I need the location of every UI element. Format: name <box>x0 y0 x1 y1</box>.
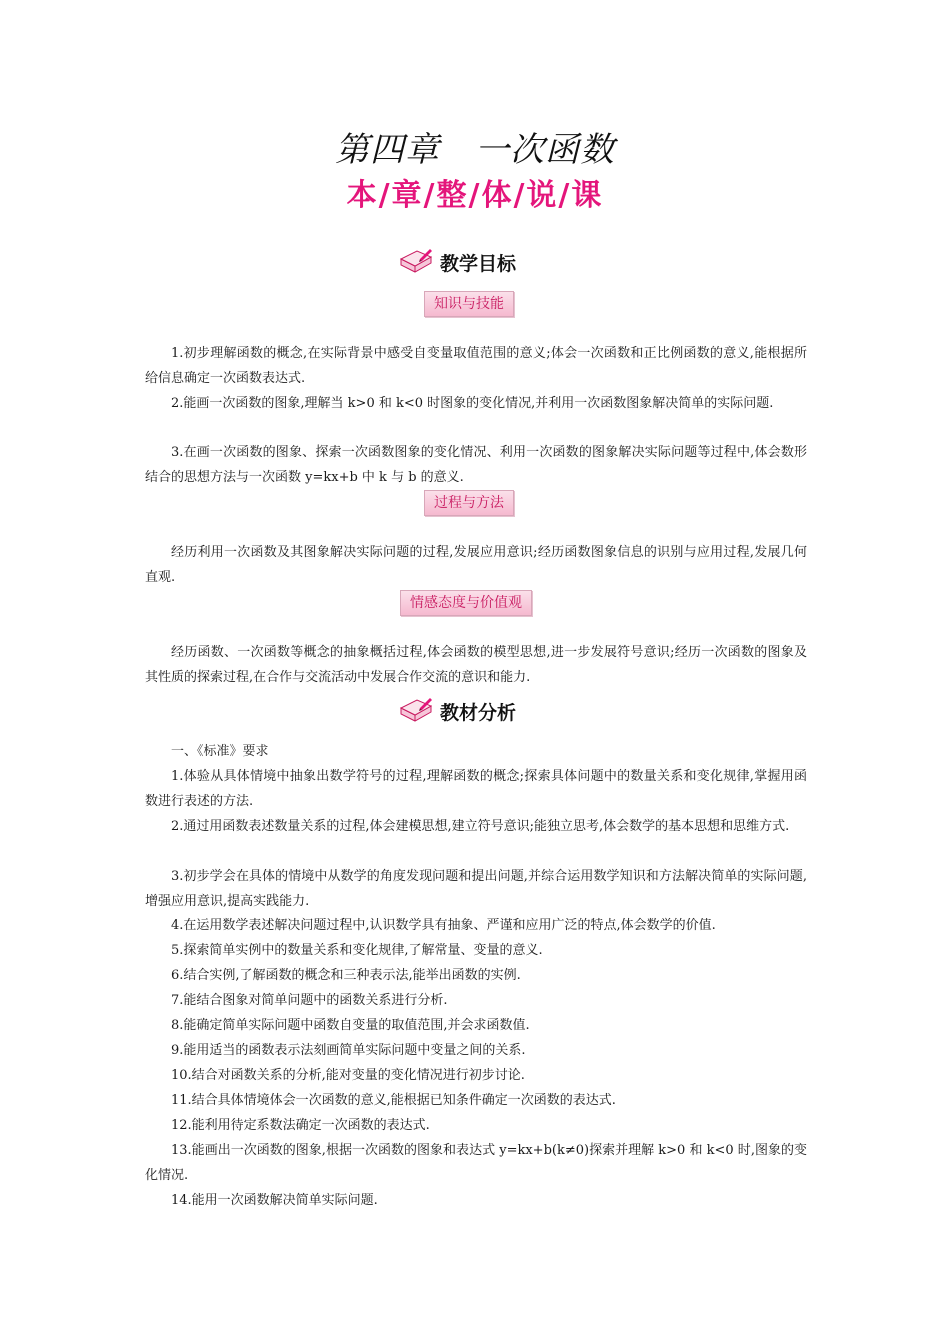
goal-item: 3.在画一次函数的图象、探索一次函数图象的变化情况、利用一次函数的图象解决实际问题等过程中,体会数形结合的思想方法与一次函数 y=kx+b 中 k 与 b 的意义. <box>145 445 807 485</box>
lesson-subtitle: 本/章/整/体/说/课 <box>346 178 604 213</box>
section-heading-goals <box>398 246 516 278</box>
chapter-title: 第四章 一次函数 <box>335 130 615 170</box>
badge-process-method: 过程与方法 <box>424 490 514 516</box>
standard-item: 3.初步学会在具体的情境中从数学的角度发现问题和提出问题,并综合运用数学知识和方法解决简单的实际问题,增强应用意识,提高实践能力. <box>145 869 807 909</box>
standard-item: 6.结合实例,了解函数的概念和三种表示法,能举出函数的实例. <box>171 968 521 983</box>
process-paragraph: 经历利用一次函数及其图象解决实际问题的过程,发展应用意识;经历函数图象信息的识别与应用过程,发展几何直观. <box>145 545 807 585</box>
attitude-paragraph: 经历函数、一次函数等概念的抽象概括过程,体会函数的模型思想,进一步发展符号意识;经历一次函数的图象及其性质的探索过程,在合作与交流活动中发展合作交流的意识和能力. <box>145 645 807 685</box>
section-heading-analysis <box>398 695 516 727</box>
standard-item: 13.能画出一次函数的图象,根据一次函数的图象和表达式 y=kx+b(k≠0)探索并理解 k>0 和 k<0 时,图象的变化情况. <box>145 1143 807 1183</box>
badge-knowledge-skills: 知识与技能 <box>424 291 514 317</box>
section-heading-label: 教材分析 <box>440 701 517 724</box>
standard-item: 11.结合具体情境体会一次函数的意义,能根据已知条件确定一次函数的表达式. <box>171 1093 616 1108</box>
standard-item: 10.结合对函数关系的分析,能对变量的变化情况进行初步讨论. <box>171 1068 525 1083</box>
standard-item: 2.通过用函数表述数量关系的过程,体会建模思想,建立符号意识;能独立思考,体会数学的基本思想和思维方式. <box>171 819 790 834</box>
goal-item: 1.初步理解函数的概念,在实际背景中感受自变量取值范围的意义;体会一次函数和正比例函数的意义,能根据所给信息确定一次函数表达式. <box>145 346 807 386</box>
book-pen-icon <box>398 696 434 726</box>
standard-item: 1.体验从具体情境中抽象出数学符号的过程,理解函数的概念;探索具体问题中的数量关系和变化规律,掌握用函数进行表述的方法. <box>145 769 807 809</box>
standard-item: 7.能结合图象对简单问题中的函数关系进行分析. <box>171 993 448 1008</box>
standard-item: 8.能确定简单实际问题中函数自变量的取值范围,并会求函数值. <box>171 1018 530 1033</box>
standard-item: 9.能用适当的函数表示法刻画简单实际问题中变量之间的关系. <box>171 1043 526 1058</box>
goal-item: 2.能画一次函数的图象,理解当 k>0 和 k<0 时图象的变化情况,并利用一次函数图象解决简单的实际问题. <box>171 396 774 411</box>
standard-item: 14.能用一次函数解决简单实际问题. <box>171 1193 378 1208</box>
standard-item: 12.能利用待定系数法确定一次函数的表达式. <box>171 1118 430 1133</box>
standard-title: 一、《标准》要求 <box>171 744 269 759</box>
badge-attitude-values: 情感态度与价值观 <box>400 590 532 616</box>
section-heading-label: 教学目标 <box>440 252 517 275</box>
standard-item: 5.探索简单实例中的数量关系和变化规律,了解常量、变量的意义. <box>171 943 543 958</box>
standard-item: 4.在运用数学表述解决问题过程中,认识数学具有抽象、严谨和应用广泛的特点,体会数学的价值. <box>171 918 716 933</box>
book-pen-icon <box>398 247 434 277</box>
